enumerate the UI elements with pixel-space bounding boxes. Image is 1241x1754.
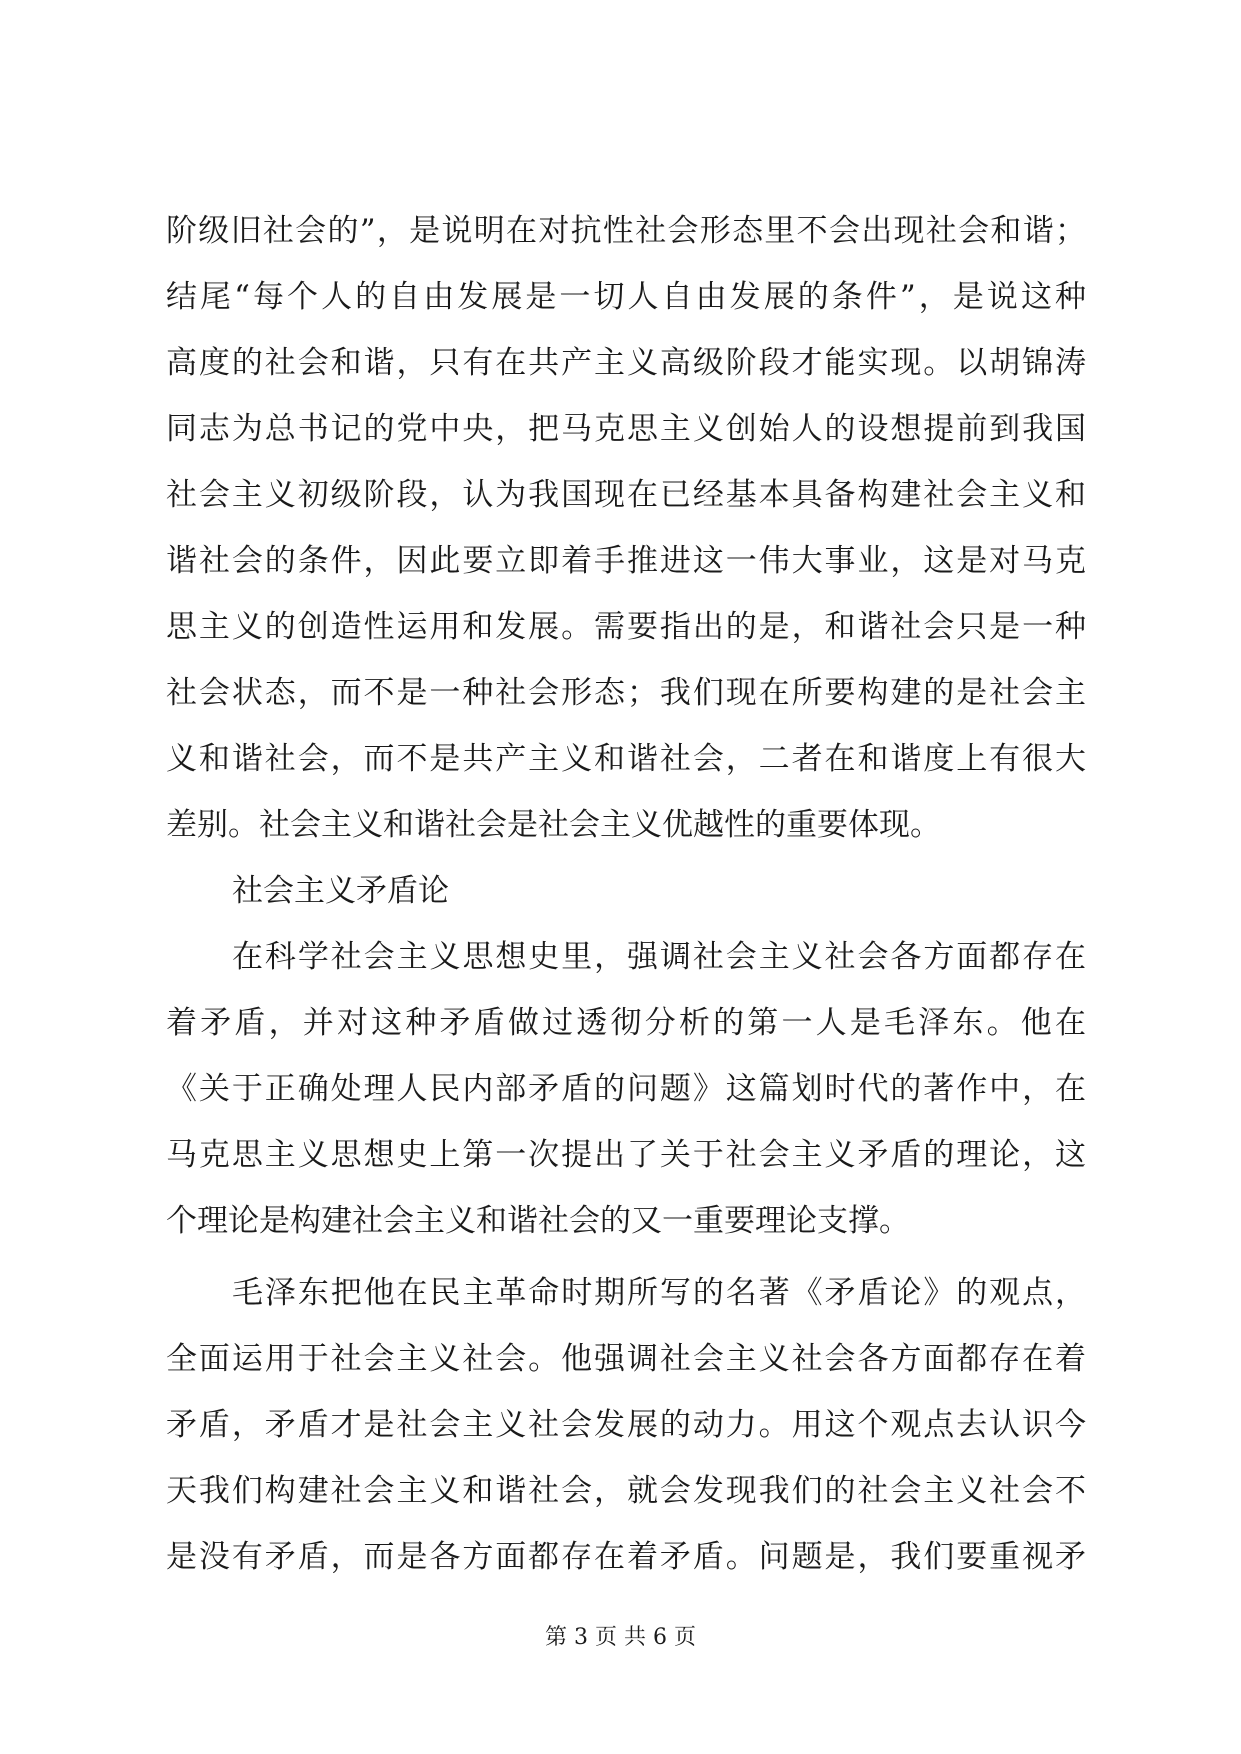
text-line: 在科学社会主义思想史里，强调社会主义社会各方面都存在 bbox=[232, 939, 1086, 975]
text-line: 高度的社会和谐，只有在共产主义高级阶段才能实现。以胡锦涛 bbox=[166, 345, 1086, 381]
text-line: 阶级旧社会的”，是说明在对抗性社会形态里不会出现社会和谐； bbox=[166, 213, 1086, 249]
text-line: 同志为总书记的党中央，把马克思主义创始人的设想提前到我国 bbox=[166, 411, 1086, 447]
section-heading: 社会主义矛盾论 bbox=[232, 873, 449, 909]
text-line: 义和谐社会，而不是共产主义和谐社会，二者在和谐度上有很大 bbox=[166, 741, 1086, 777]
text-line: 矛盾，矛盾才是社会主义社会发展的动力。用这个观点去认识今 bbox=[166, 1407, 1086, 1443]
text-line: 社会主义初级阶段，认为我国现在已经基本具备构建社会主义和 bbox=[166, 477, 1086, 513]
page-number-footer: 第 3 页 共 6 页 bbox=[545, 1625, 696, 1650]
text-line: 社会状态，而不是一种社会形态；我们现在所要构建的是社会主 bbox=[166, 675, 1086, 711]
text-line: 《关于正确处理人民内部矛盾的问题》这篇划时代的著作中，在 bbox=[166, 1071, 1086, 1107]
text-line: 个理论是构建社会主义和谐社会的又一重要理论支撑。 bbox=[166, 1203, 910, 1239]
text-line: 是没有矛盾，而是各方面都存在着矛盾。问题是，我们要重视矛 bbox=[166, 1539, 1086, 1575]
text-line: 毛泽东把他在民主革命时期所写的名著《矛盾论》的观点， bbox=[232, 1275, 1086, 1311]
document-body bbox=[166, 198, 1086, 1590]
text-line: 思主义的创造性运用和发展。需要指出的是，和谐社会只是一种 bbox=[166, 609, 1086, 645]
text-line: 差别。社会主义和谐社会是社会主义优越性的重要体现。 bbox=[166, 807, 941, 843]
text-line: 谐社会的条件，因此要立即着手推进这一伟大事业，这是对马克 bbox=[166, 543, 1086, 579]
text-line: 马克思主义思想史上第一次提出了关于社会主义矛盾的理论，这 bbox=[166, 1137, 1086, 1173]
text-line: 天我们构建社会主义和谐社会，就会发现我们的社会主义社会不 bbox=[166, 1473, 1086, 1509]
text-line: 着矛盾，并对这种矛盾做过透彻分析的第一人是毛泽东。他在 bbox=[166, 1005, 1086, 1041]
text-line: 全面运用于社会主义社会。他强调社会主义社会各方面都存在着 bbox=[166, 1341, 1086, 1377]
text-line: 结尾“每个人的自由发展是一切人自由发展的条件”，是说这种 bbox=[166, 279, 1086, 315]
